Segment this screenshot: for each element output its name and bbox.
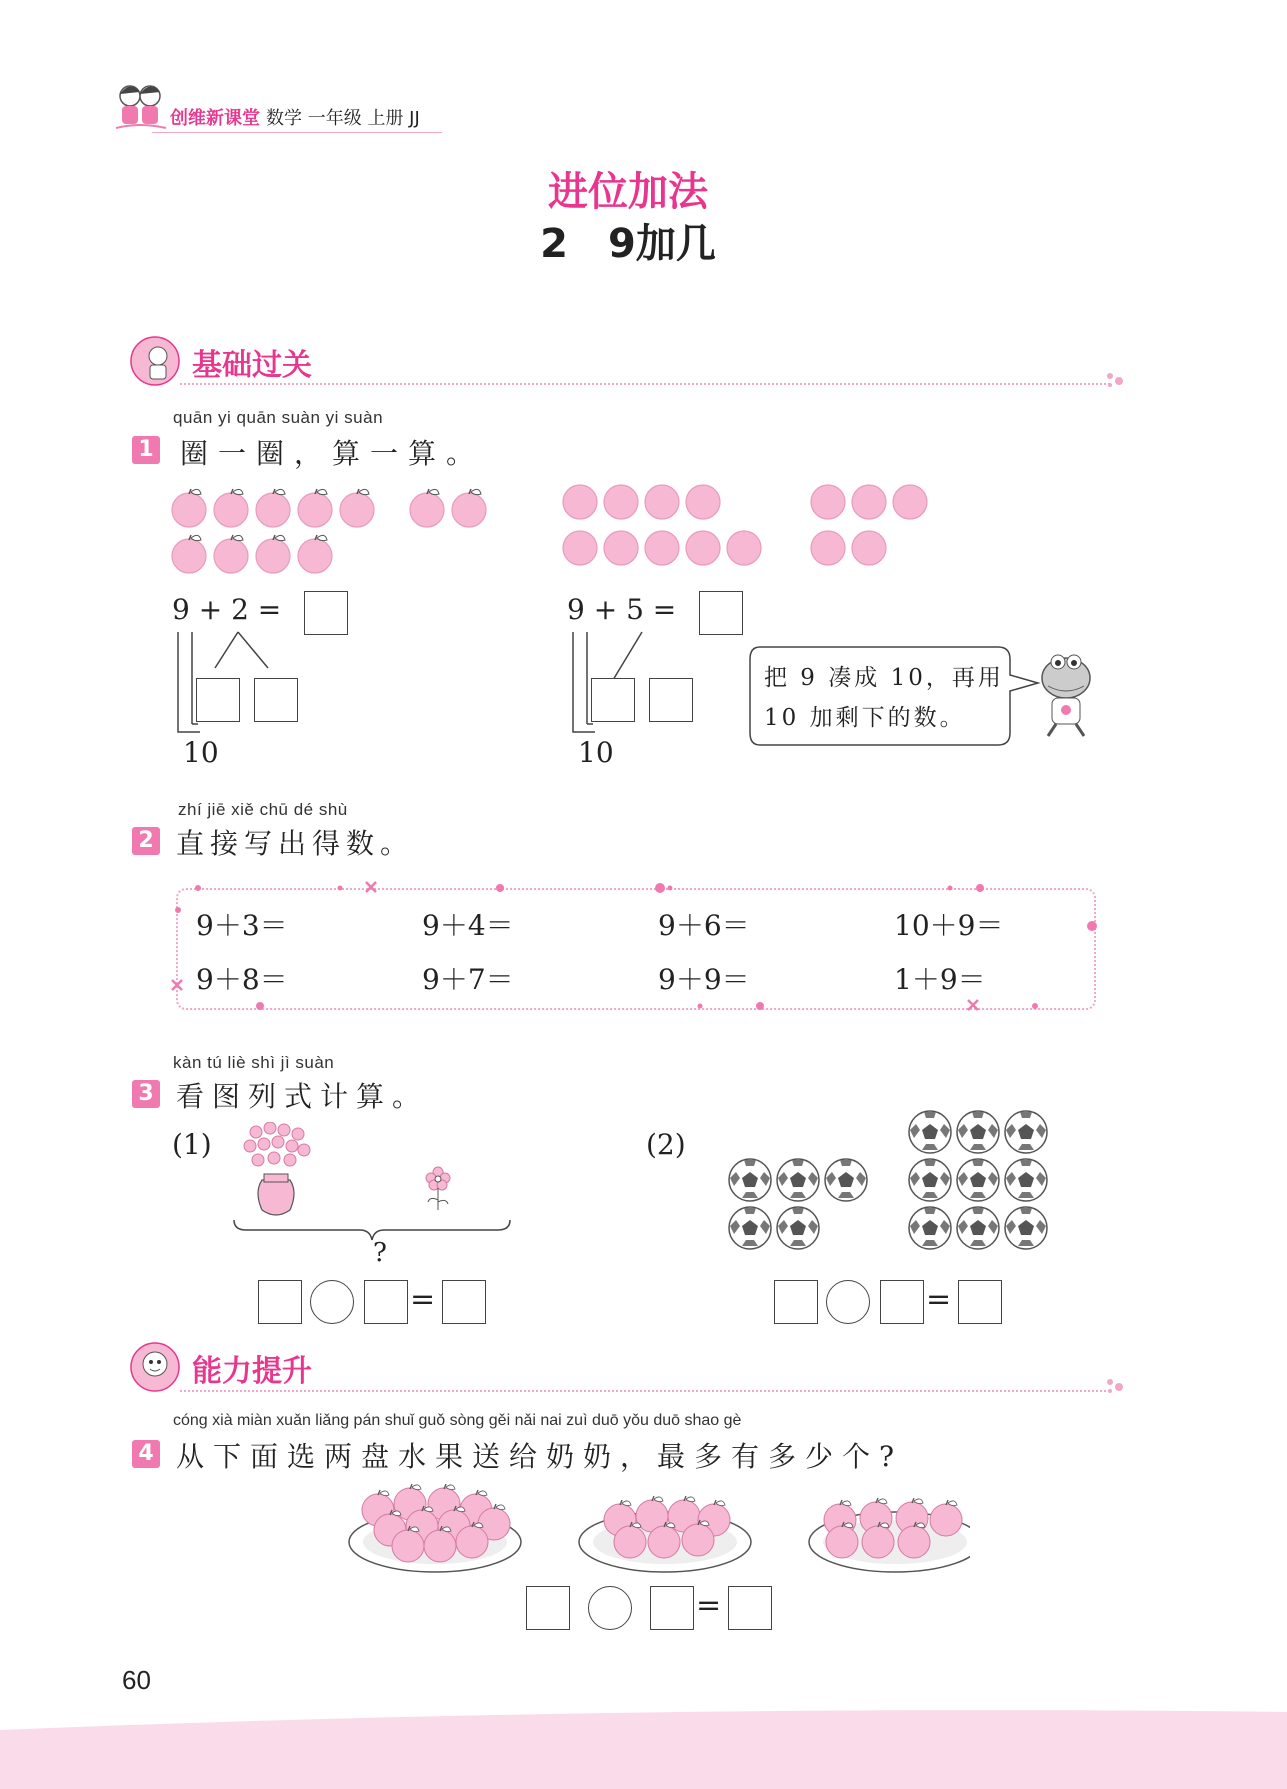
section-badge-icon [128,1340,182,1394]
pink-ball-icon [686,531,720,565]
q1-right-ten: 10 [578,736,614,769]
footer-band [0,1700,1287,1789]
q3-p2-operator-circle[interactable] [826,1280,870,1324]
q2-row2-item-2: 9＋7＝ [422,963,514,996]
q3-part1-label: (1) [172,1128,212,1161]
q4-number: 4 [132,1440,160,1468]
pink-ball-icon [563,485,597,519]
apple-icon [172,535,206,573]
soccer-ball-icon [1005,1207,1047,1249]
frog-mascot-icon [1034,650,1096,745]
divider-dots-icon [1104,1376,1130,1396]
q4-operator-circle[interactable] [588,1586,632,1630]
q1-number: 1 [132,436,160,464]
q1-left-split-box-1[interactable] [196,678,240,722]
q3-p1-box-1[interactable] [258,1280,302,1324]
q3-p1-equals: = [410,1282,436,1317]
apple-icon [340,489,374,527]
header-underline [152,132,442,133]
soccer-ball-icon [825,1159,867,1201]
pink-ball-icon [645,485,679,519]
pink-ball-icon [852,485,886,519]
q1-right-split-box-2[interactable] [649,678,693,722]
lesson-title: 进位加法 [548,169,708,215]
series-name: 创维新课堂 [170,108,260,129]
q3-brace [232,1218,512,1242]
q2-pinyin: zhí jiē xiě chū dé shù [178,800,348,819]
q1-left-ten: 10 [183,736,219,769]
pink-ball-icon [852,531,886,565]
soccer-ball-icon [957,1111,999,1153]
soccer-ball-icon [777,1159,819,1201]
q1-left-split-box-2[interactable] [254,678,298,722]
q2-row1-item-2: 9＋4＝ [422,909,514,942]
q4-equals: = [696,1588,722,1623]
divider-dots-icon [1104,370,1130,390]
section-basic-divider [180,383,1110,385]
lesson-subtitle: 2 9加几 [540,221,716,267]
q2-row1-item-1: 9＋3＝ [196,909,288,942]
q4-instruction: 从下面选两盘水果送给奶奶，最多有多少个? [176,1440,904,1473]
kids-logo-icon [112,78,170,136]
pink-ball-icon [727,531,761,565]
section-badge-icon [128,334,182,388]
q2-row2-item-4: 1＋9＝ [894,963,986,996]
q1-left-equation: 9 + 2 = [172,593,282,626]
fruit-plate-1 [349,1484,521,1572]
q1-balls-group [560,482,940,572]
single-flower-icon [422,1166,454,1212]
pink-ball-icon [604,485,638,519]
q3-part2-label: (2) [646,1128,686,1161]
fruit-plate-2 [579,1496,751,1572]
apple-icon [256,535,290,573]
pink-ball-icon [645,531,679,565]
pink-ball-icon [811,531,845,565]
soccer-ball-icon [729,1159,771,1201]
q4-box-1[interactable] [526,1586,570,1630]
apple-icon [214,535,248,573]
page-number: 60 [122,1665,151,1695]
q4-pinyin: cóng xià miàn xuǎn liǎng pán shuǐ guǒ sòng gěi nǎi nai zuì duō yǒu duō shao gè [173,1412,742,1429]
q2-row1-item-4: 10＋9＝ [894,909,1004,942]
fruit-plates-group [330,1480,970,1580]
soccer-ball-icon [1005,1159,1047,1201]
pink-ball-icon [604,531,638,565]
q1-instruction: 圈一圈，算一算。 [180,437,485,470]
q1-right-equation: 9 + 5 = [567,593,677,626]
subject-info: 数学 一年级 上册 JJ [266,108,420,129]
soccer-ball-icon [957,1159,999,1201]
q3-number: 3 [132,1080,160,1108]
apple-icon [172,489,206,527]
pink-ball-icon [563,531,597,565]
hint-text: 把 9 凑成 10，再用 10 加剩下的数。 [764,665,1004,731]
q3-p1-answer-box[interactable] [442,1280,486,1324]
apple-icon [410,489,444,527]
q2-row2-item-3: 9＋9＝ [658,963,750,996]
apple-icon [214,489,248,527]
section-advanced-divider [180,1390,1110,1392]
soccer-ball-icon [909,1207,951,1249]
q3-question-mark: ? [373,1238,387,1268]
apple-icon [452,489,486,527]
pink-ball-icon [811,485,845,519]
q3-p1-box-2[interactable] [364,1280,408,1324]
apple-icon [298,489,332,527]
q3-pinyin: kàn tú liè shì jì suàn [173,1053,335,1072]
soccer-balls-group [726,1108,1056,1256]
q3-p2-equals: = [926,1282,952,1317]
q4-box-2[interactable] [650,1586,694,1630]
q2-number: 2 [132,827,160,855]
fruit-plate-3 [809,1498,970,1572]
section-advanced-title: 能力提升 [192,1354,312,1389]
soccer-ball-icon [1005,1111,1047,1153]
q1-apples-group [165,482,505,577]
header [112,78,442,136]
q3-p2-box-1[interactable] [774,1280,818,1324]
section-basic-title: 基础过关 [192,348,312,383]
q3-p1-operator-circle[interactable] [310,1280,354,1324]
flower-vase-icon [240,1122,312,1224]
q2-row1-item-3: 9＋6＝ [658,909,750,942]
q4-answer-box[interactable] [728,1586,772,1630]
pink-ball-icon [893,485,927,519]
q3-instruction: 看图列式计算。 [176,1080,429,1113]
apple-icon [256,489,290,527]
pink-ball-icon [686,485,720,519]
q2-row2-item-1: 9＋8＝ [196,963,288,996]
soccer-ball-icon [729,1207,771,1249]
soccer-ball-icon [777,1207,819,1249]
q1-right-split-box-1[interactable] [591,678,635,722]
soccer-ball-icon [909,1159,951,1201]
apple-icon [298,535,332,573]
q3-p2-answer-box[interactable] [958,1280,1002,1324]
soccer-ball-icon [957,1207,999,1249]
q3-p2-box-2[interactable] [880,1280,924,1324]
q1-pinyin: quān yi quān suàn yi suàn [173,408,384,427]
q2-instruction: 直接写出得数。 [176,827,415,860]
soccer-ball-icon [909,1111,951,1153]
